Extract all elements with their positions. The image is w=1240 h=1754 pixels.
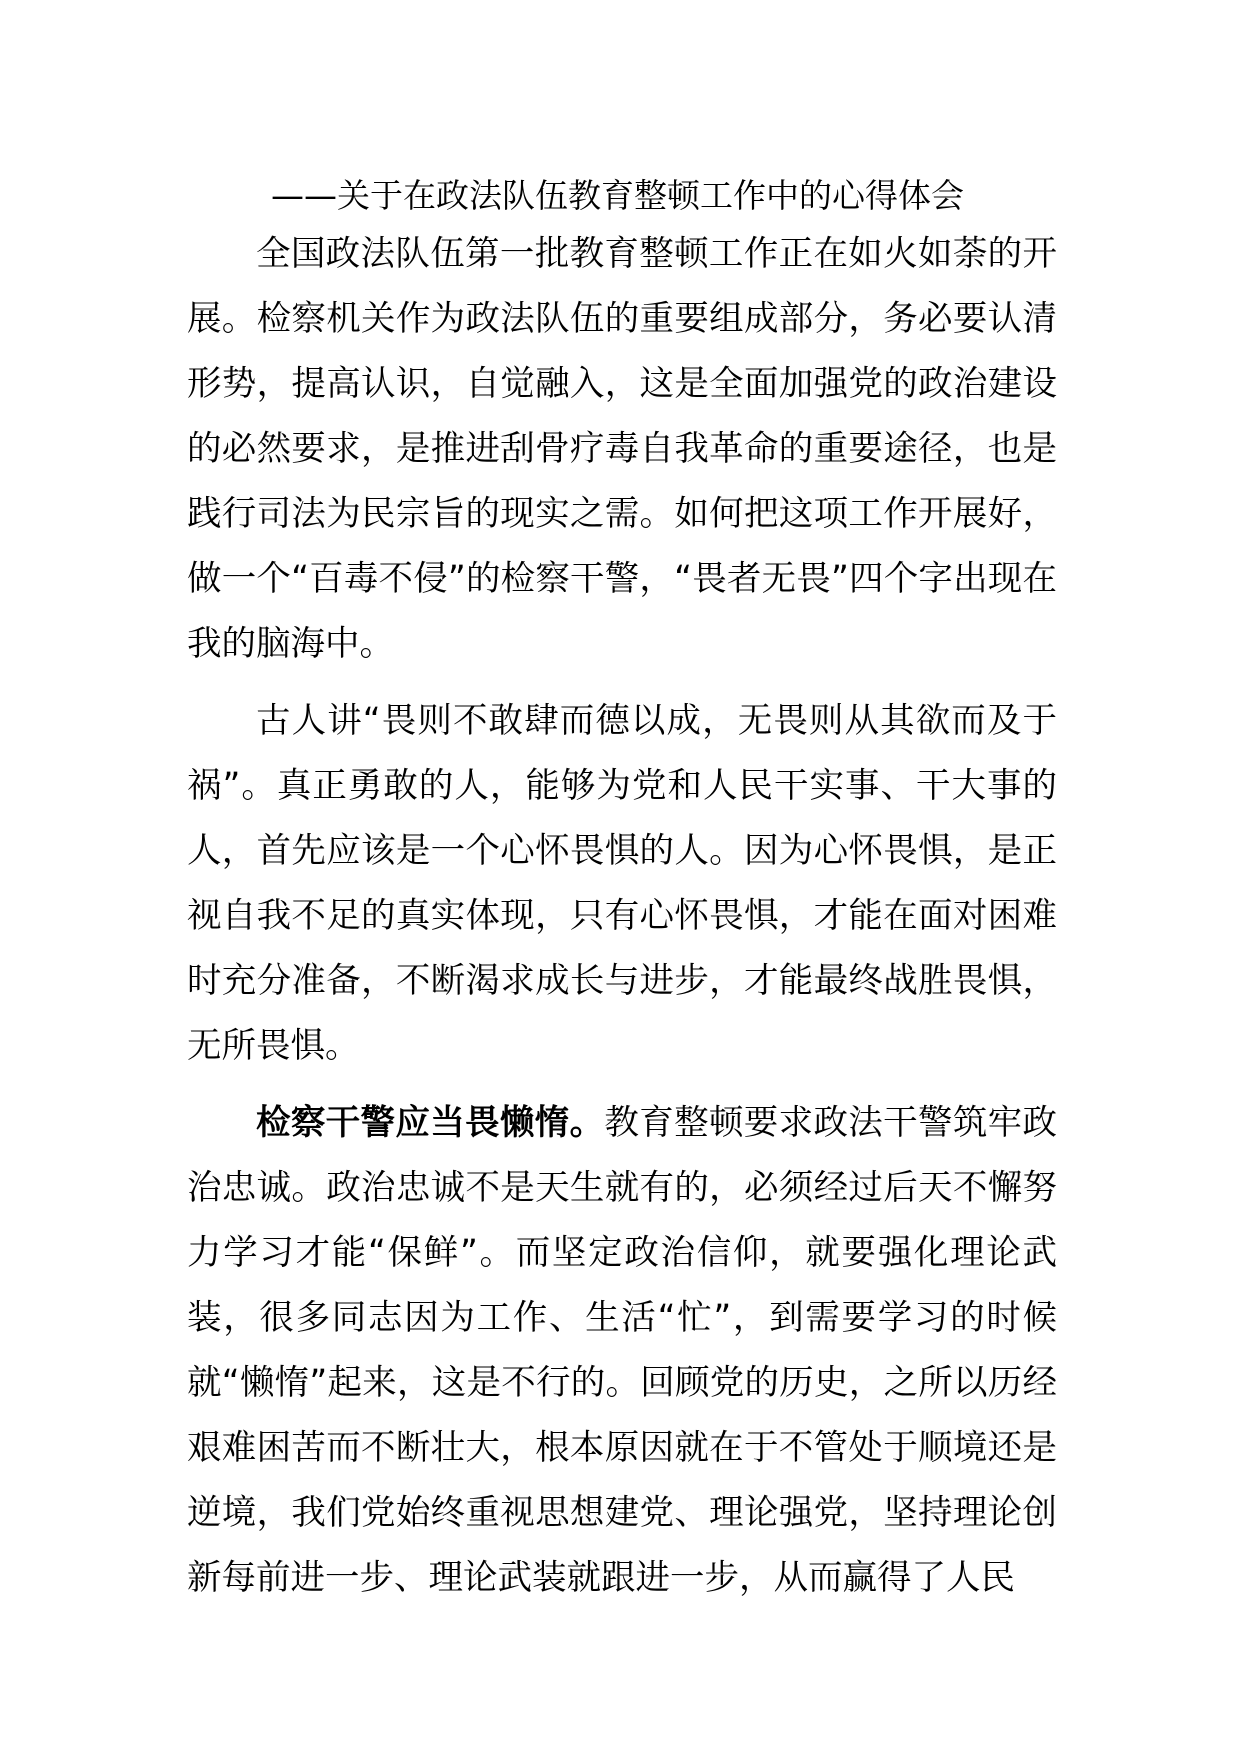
paragraph-3: [187, 1091, 1057, 1611]
paragraph-3-lead: 检察干警应当畏懒惰。: [256, 1103, 605, 1143]
paragraph-1: [187, 222, 1057, 677]
paragraph-2: [187, 689, 1057, 1079]
document-page: [187, 170, 1057, 1623]
paragraph-1-text: 全国政法队伍第一批教育整顿工作正在如火如荼的开展。检察机关作为政法队伍的重要组成部分，务必要认清形势，提高认识，自觉融入，这是全面加强党的政治建设的必然要求，是推进刮骨疗毒自我革命的重要途径，也是践行司法为民宗旨的现实之需。如何把这项工作开展好，做一个“百毒不侵”的检察干警，“畏者无畏”四个字出现在我的脑海中。: [187, 234, 1057, 664]
document-subtitle: ——关于在政法队伍教育整顿工作中的心得体会: [271, 176, 964, 215]
paragraph-2-text: 古人讲“畏则不敢肆而德以成，无畏则从其欲而及于祸”。真正勇敢的人，能够为党和人民干实事、干大事的人，首先应该是一个心怀畏惧的人。因为心怀畏惧，是正视自我不足的真实体现，只有心怀畏惧，才能在面对困难时充分准备，不断渴求成长与进步，才能最终战胜畏惧，无所畏惧。: [187, 701, 1057, 1066]
paragraph-3-text: 教育整顿要求政法干警筑牢政治忠诚。政治忠诚不是天生就有的，必须经过后天不懈努力学习才能“保鲜”。而坚定政治信仰，就要强化理论武装，很多同志因为工作、生活“忙”，到需要学习的时候就“懒惰”起来，这是不行的。回顾党的历史，之所以历经艰难困苦而不断壮大，根本原因就在于不管处于顺境还是逆境，我们党始终重视思想建党、理论强党，坚持理论创新每前进一步、理论武装就跟进一步，从而赢得了人民: [187, 1103, 1058, 1598]
